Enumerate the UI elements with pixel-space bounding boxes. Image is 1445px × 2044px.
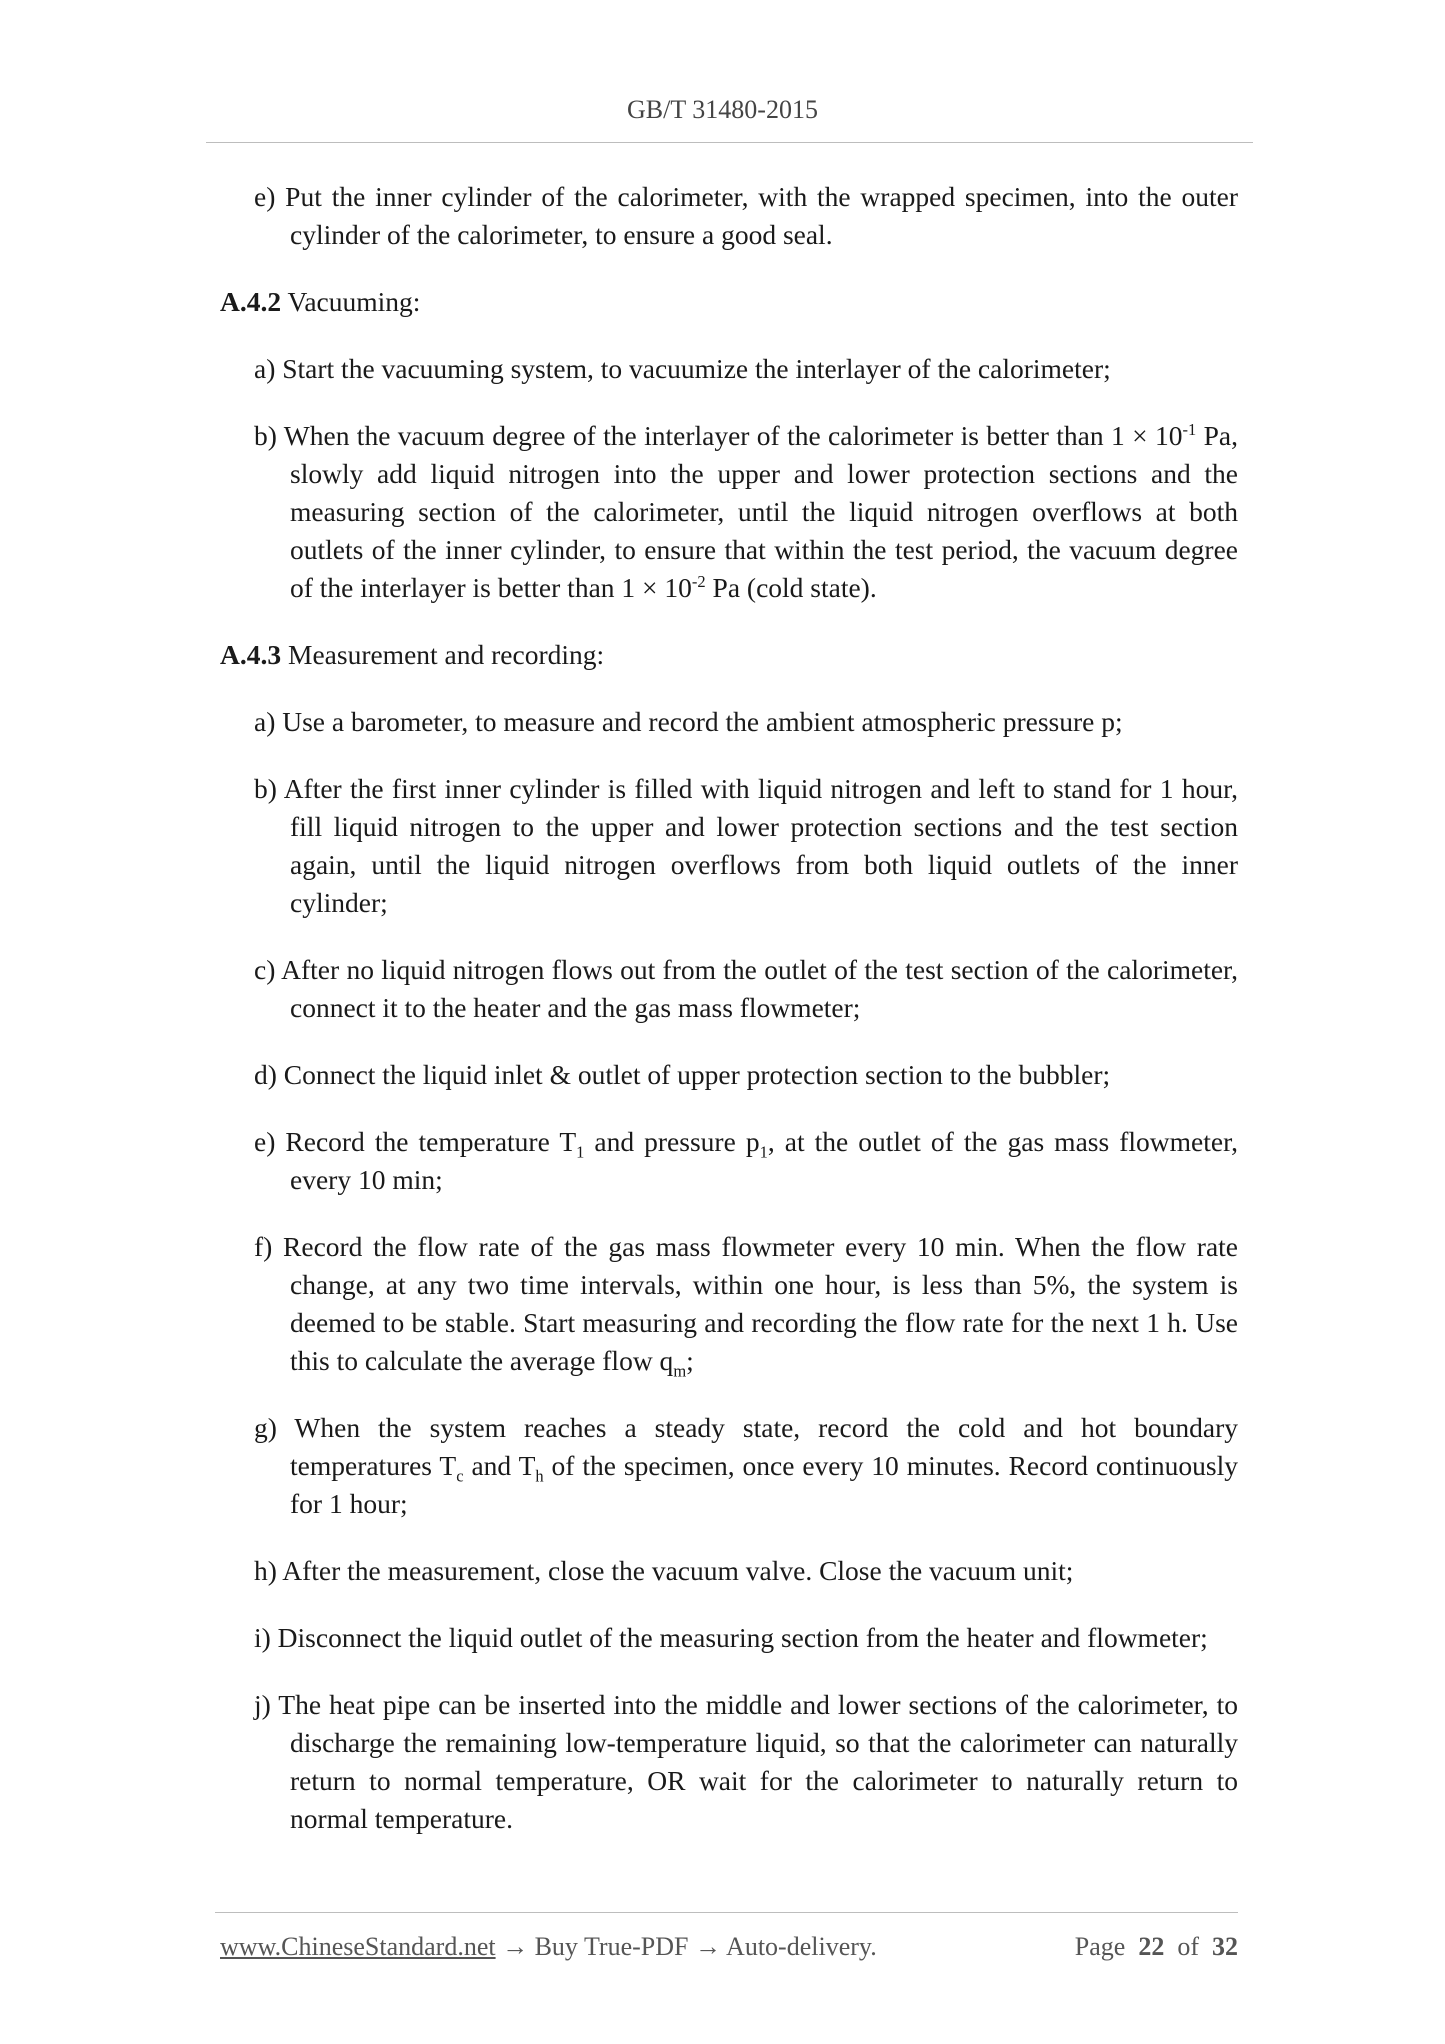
section-heading-a42 <box>220 283 1238 321</box>
list-item-b: b) When the vacuum degree of the interlayer of the calorimeter is better than $1 \times 10^{-1}$ Pa, slowly add liquid nitrogen into the upper and lower protection sections and the measuring section of the calorimeter, until the liquid nitrogen overflows at both outlets of the inner cylinder, to ensure that within the test period, the vacuum degree of the interlayer is better than $1 \times 10^{-2}$ Pa (cold state). <box>254 419 1239 603</box>
list-item-i: i) Disconnect the liquid outlet of the measuring section from the heater and flowmeter; <box>254 1622 1208 1653</box>
footer-promo <box>220 1932 877 1962</box>
footer-divider <box>215 1912 1238 1913</box>
document-body <box>220 178 1238 1867</box>
list-item-b: b) After the first inner cylinder is filled with liquid nitrogen and left to stand for 1 hour, fill liquid nitrogen to the upper and lower protection sections and the test section again, until the liquid nitrogen overflows from both liquid outlets of the inner cylinder; <box>254 773 1238 918</box>
promo-text: → Buy True-PDF → Auto-delivery. <box>495 1932 877 1961</box>
list-item-j: j) The heat pipe can be inserted into the middle and lower sections of the calorimeter, to discharge the remaining low-temperature liquid, so that the calorimeter can naturally return to normal temperature, OR wait for the calorimeter to naturally return to normal temperature. <box>254 1689 1238 1834</box>
list-item-f: f) Record the flow rate of the gas mass flowmeter every 10 min. When the flow rate change, at any two time intervals, within one hour, is less than 5%, the system is deemed to be stable. Start measuring and recording the flow rate for the next 1 h. Use this to calculate the average flow $q_m$; <box>254 1231 1238 1381</box>
list-item-e: e) Record the temperature $T_1$ and pressure $p_1$, at the outlet of the gas mass flowmeter, every 10 min; <box>254 1126 1238 1195</box>
list-item-a: a) Start the vacuuming system, to vacuumize the interlayer of the calorimeter; <box>254 353 1111 384</box>
page-indicator: Page 22 of 32 <box>1074 1932 1238 1961</box>
list-item-d: d) Connect the liquid inlet & outlet of upper protection section to the bubbler; <box>254 1059 1111 1090</box>
current-page: 22 <box>1138 1932 1165 1961</box>
website-link[interactable]: www.ChineseStandard.net <box>220 1932 496 1961</box>
section-title: Vacuuming: <box>281 286 421 317</box>
list-item-e: e) Put the inner cylinder of the calorimeter, with the wrapped specimen, into the outer cylinder of the calorimeter, to ensure a good seal. <box>254 181 1238 250</box>
total-pages: 32 <box>1212 1932 1238 1961</box>
section-number: A.4.3 <box>220 639 282 670</box>
section-heading-a43 <box>220 636 1238 674</box>
list-item-g: g) When the system reaches a steady state, record the cold and hot boundary temperatures $T_c$ and $T_h$ of the specimen, once every 10 minutes. Record continuously for 1 hour; <box>254 1412 1238 1519</box>
document-header-title: GB/T 31480-2015 <box>627 95 818 124</box>
list-item-h: h) After the measurement, close the vacuum valve. Close the vacuum unit; <box>254 1555 1074 1586</box>
section-number: A.4.2 <box>220 286 282 317</box>
page-footer <box>220 1932 1238 1962</box>
list-item-a: a) Use a barometer, to measure and record the ambient atmospheric pressure p; <box>254 706 1123 737</box>
section-title: Measurement and recording: <box>281 639 605 670</box>
list-item-c: c) After no liquid nitrogen flows out from the outlet of the test section of the calorimeter, connect it to the heater and the gas mass flowmeter; <box>254 954 1238 1023</box>
header-divider <box>206 142 1253 143</box>
